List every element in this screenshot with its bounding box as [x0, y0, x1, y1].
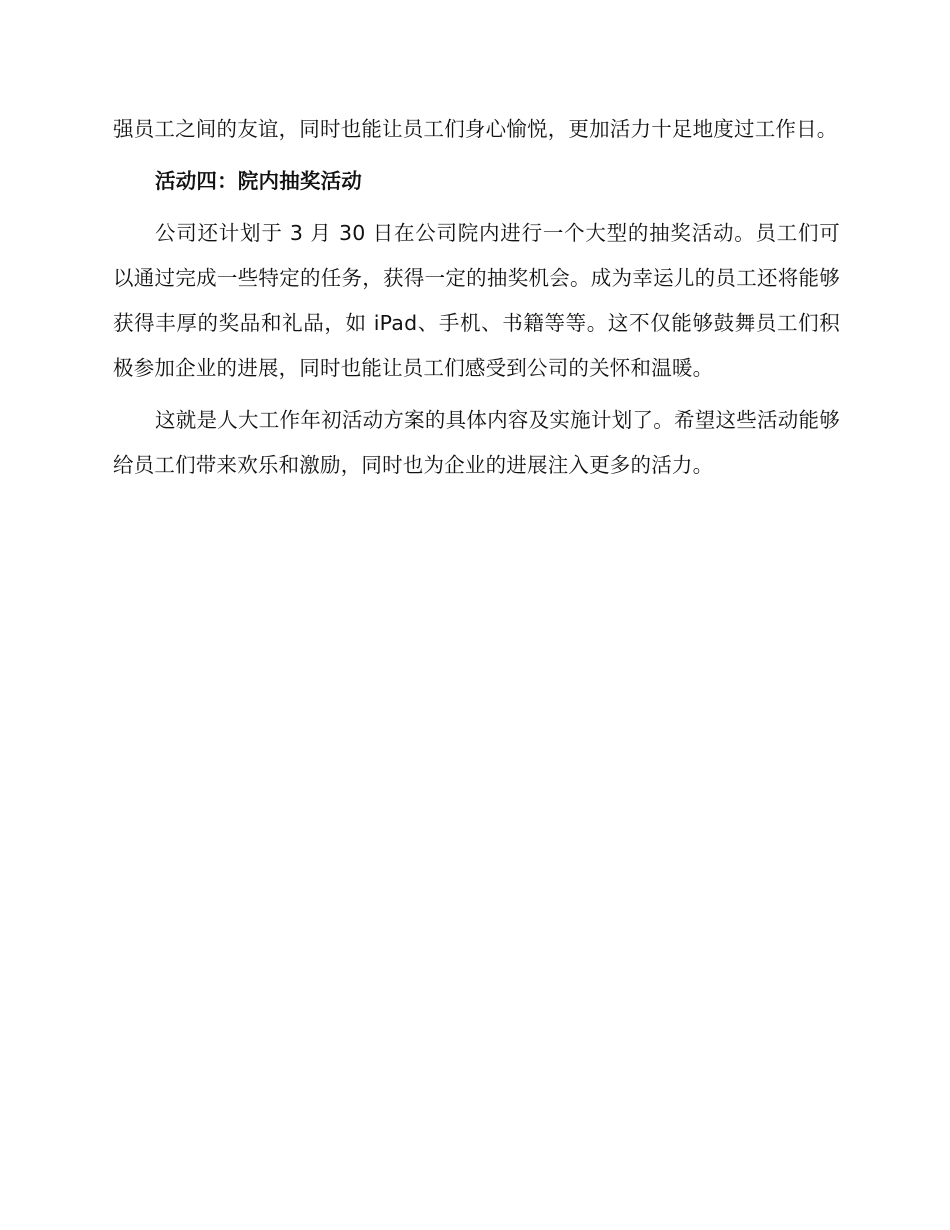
paragraph-continuation: 强员工之间的友谊，同时也能让员工们身心愉悦，更加活力十足地度过工作日。 [113, 117, 838, 141]
document-body [113, 107, 840, 495]
section-heading-activity-four: 活动四：院内抽奖活动 [155, 169, 362, 193]
paragraph-conclusion: 这就是人大工作年初活动方案的具体内容及实施计划了。希望这些活动能够给员工们带来欢乐和激励，同时也为企业的进展注入更多的活力。 [113, 408, 840, 477]
paragraph-lottery-activity: 公司还计划于 3 月 30 日在公司院内进行一个大型的抽奖活动。员工们可以通过完成一些特定的任务，获得一定的抽奖机会。成为幸运儿的员工还将能够获得丰厚的奖品和礼品，如 iPad、手机、书籍等等。这不仅能够鼓舞员工们积极参加企业的进展，同时也能让员工们感受到公司的关怀和温暖。 [113, 221, 840, 380]
